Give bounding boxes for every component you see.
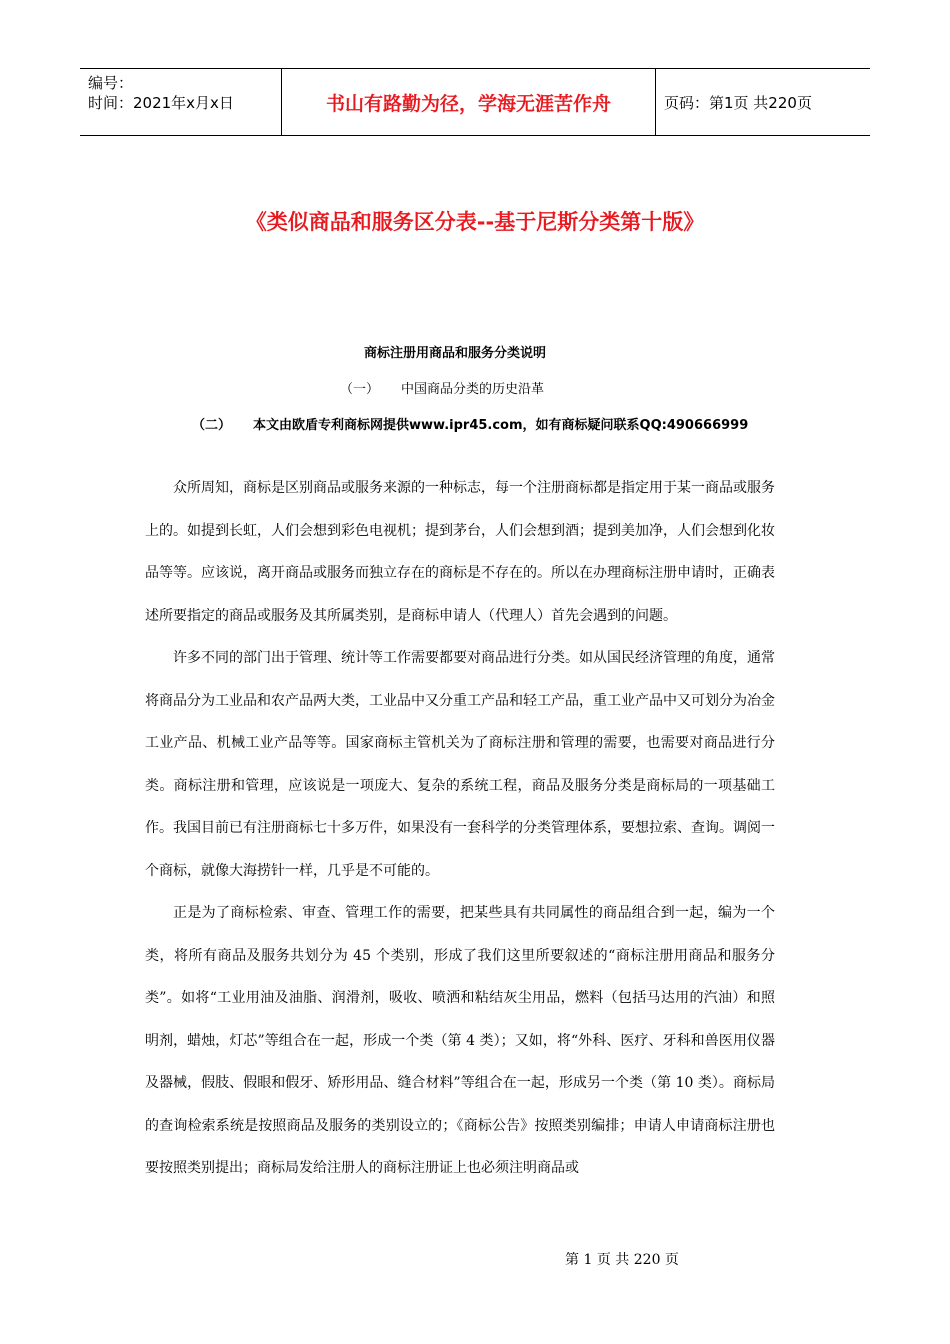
subheading-two	[192, 414, 748, 433]
paragraph-3: 正是为了商标检索、审查、管理工作的需要，把某些具有共同属性的商品组合到一起，编为一个类，将所有商品及服务共划分为 45 个类别，形成了我们这里所要叙述的“商标注册用商品和服务分类”。如将“工业用油及油脂、润滑剂，吸收、喷洒和粘结灰尘用品，燃料（包括马达用的汽油）和照明剂，蜡烛，灯芯”等组合在一起，形成一个类（第 4 类）；又如，将“外科、医疗、牙科和兽医用仪器及器械，假肢、假眼和假牙、矫形用品、缝合材料”等组合在一起，形成另一个类（第 10 类）。商标局的查询检索系统是按照商品及服务的类别设立的；《商标公告》按照类别编排；申请人申请商标注册也要按照类别提出；商标局发给注册人的商标注册证上也必须注明商品或	[145, 905, 775, 1176]
section-title: 商标注册用商品和服务分类说明	[363, 346, 546, 361]
number-label: 编号：	[88, 74, 134, 92]
document-title: 《类似商品和服务区分表--基于尼斯分类第十版》	[245, 210, 705, 234]
body-text	[145, 467, 775, 1190]
subheading-one-text: 中国商品分类的历史沿革	[401, 382, 545, 397]
subheading-two-number: （二）	[192, 418, 232, 433]
paragraph-1: 众所周知，商标是区别商品或服务来源的一种标志，每一个注册商标都是指定用于某一商品或服务上的。如提到长虹，人们会想到彩色电视机；提到茅台，人们会想到酒；提到美加净，人们会想到化妆品等等。应该说，离开商品或服务而独立存在的商标是不存在的。所以在办理商标注册申请时，正确表述所要指定的商品或服务及其所属类别，是商标申请人（代理人）首先会遇到的问题。	[145, 480, 775, 624]
paragraph-2: 许多不同的部门出于管理、统计等工作需要都要对商品进行分类。如从国民经济管理的角度，通常将商品分为工业品和农产品两大类，工业品中又分重工产品和轻工产品，重工业产品中又可划分为冶金工业产品、机械工业产品等等。国家商标主管机关为了商标注册和管理的需要，也需要对商品进行分类。商标注册和管理，应该说是一项庞大、复杂的系统工程，商品及服务分类是商标局的一项基础工作。我国目前已有注册商标七十多万件，如果没有一套科学的分类管理体系，要想拉索、查询。调阅一个商标，就像大海捞针一样，几乎是不可能的。	[145, 650, 775, 879]
subheading-one	[340, 378, 566, 397]
header-table	[80, 68, 870, 136]
subheading-two-text: 本文由欧盾专利商标网提供www.ipr45.com，如有商标疑问联系QQ:490666999	[253, 418, 749, 433]
time-label: 时间：2021年x月x日	[88, 94, 234, 112]
header-meta-cell	[80, 69, 282, 135]
subheading-one-number: （一）	[340, 382, 380, 397]
header-motto: 书山有路勤为径，学海无涯苦作舟	[282, 69, 656, 135]
page-footer: 第 1 页 共 220 页	[565, 1252, 679, 1268]
header-page-info: 页码：第1页 共220页	[664, 93, 812, 112]
